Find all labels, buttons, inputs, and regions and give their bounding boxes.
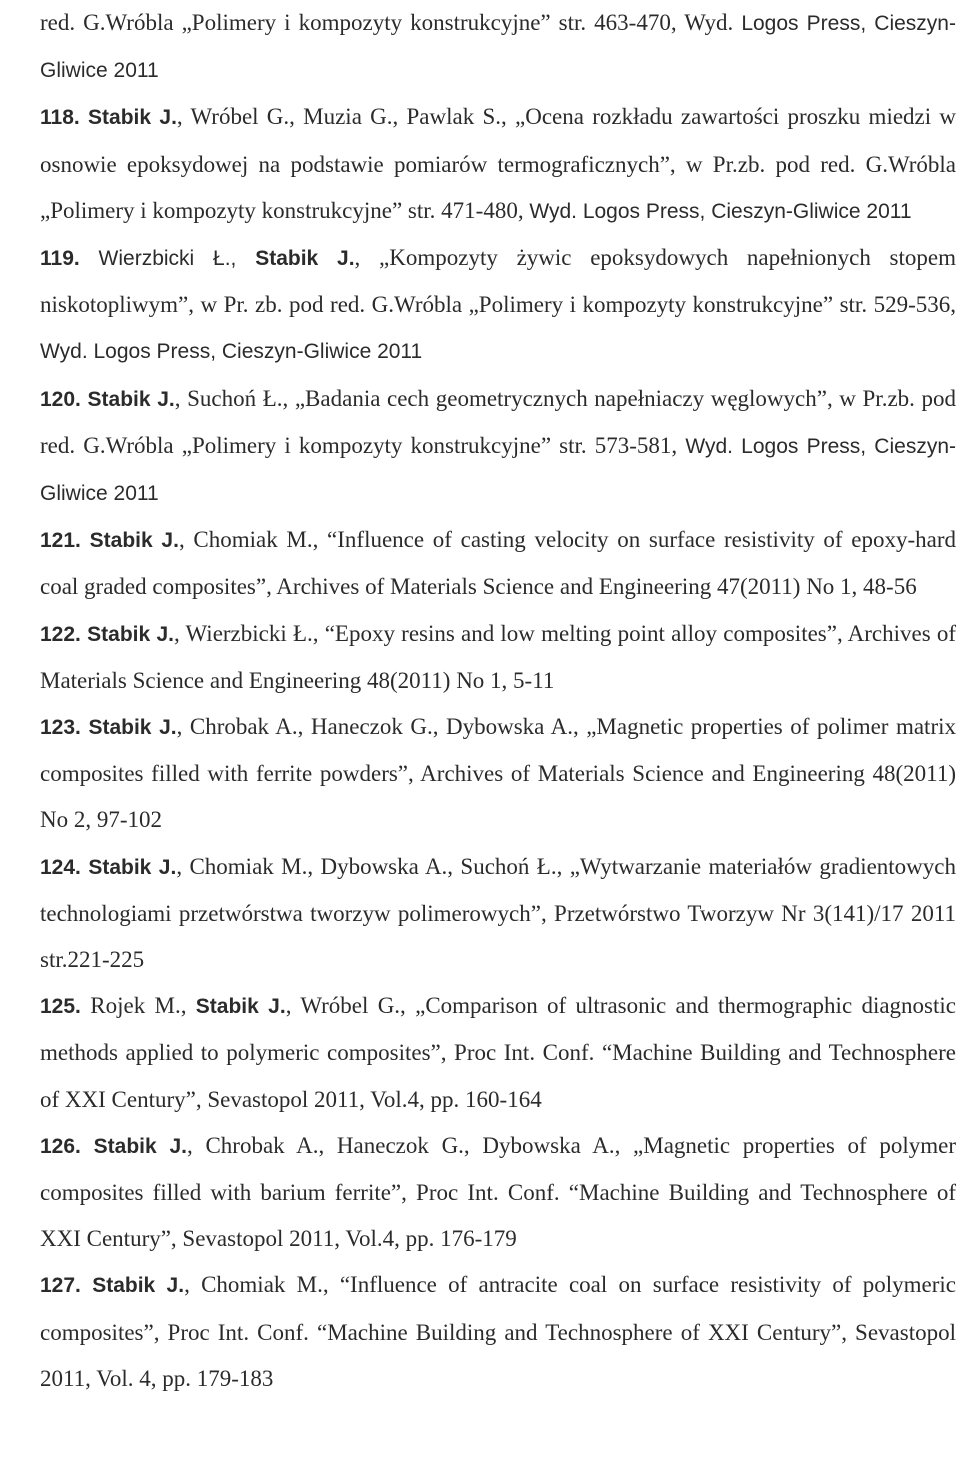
- bibliography-entry-120: [40, 376, 956, 518]
- bibliography-entry-122: [40, 611, 956, 704]
- bibliography-entry-119: [40, 235, 956, 376]
- entry-text: , Wróbel G., Muzia G., Pawlak S., „Ocena rozkładu zawartości proszku miedzi w osnowie epoksydowej na podstawie pomiarów termograficznych”, w Pr.zb. pod red. G.Wróbla „Polimery i kompozyty konstrukcyjne” str. 471-480,: [40, 104, 956, 223]
- entry-publisher: Wyd. Logos Press, Cieszyn-Gliwice 2011: [529, 199, 912, 223]
- entry-text: , Chrobak A., Haneczok G., Dybowska A., „Magnetic properties of polymer composites filled with barium ferrite”, Proc Int. Conf. “Machine Building and Technosphere of XXI Century”, Sevastopol 2011, Vol.4, pp. 176-179: [40, 1132, 956, 1252]
- entry-text: , Suchoń Ł., „Badania cech geometrycznych napełniaczy węglowych”, w Pr.zb. pod red. G.Wróbla „Polimery i kompozyty konstrukcyjne” str. 573-581,: [40, 385, 956, 458]
- entry-author: Stabik J.: [255, 247, 355, 271]
- bibliography-entry-123: [40, 704, 956, 844]
- entry-number-author: 120. Stabik J.: [40, 387, 175, 411]
- bibliography-entry-continued: [40, 0, 956, 94]
- entry-number-author: 127. Stabik J.: [40, 1274, 185, 1298]
- entry-text: , Wróbel G., „Comparison of ultrasonic and thermographic diagnostic methods applied to polymeric composites”, Proc Int. Conf. “Machine Building and Technosphere of XXI Century”, Sevastopol 2011, Vol.4, pp. 160-164: [40, 993, 956, 1112]
- entry-number: 125.: [40, 995, 91, 1019]
- bibliography-entry-124: [40, 844, 956, 984]
- entry-number-author: 122. Stabik J.: [40, 622, 174, 646]
- entry-number-author: 118. Stabik J.: [40, 106, 177, 130]
- entry-text: , Chomiak M., Dybowska A., Suchoń Ł., „Wytwarzanie materiałów gradientowych technologiami przetwórstwa tworzyw polimerowych”, Przetwórstwo Tworzyw Nr 3(141)/17 2011 str.221-225: [40, 853, 957, 973]
- entry-author: Stabik J.: [195, 995, 286, 1019]
- entry-text: , Chrobak A., Haneczok G., Dybowska A., „Magnetic properties of polimer matrix composites filled with ferrite powders”, Archives of Materials Science and Engineering 48(2011) No 2, 97-102: [40, 714, 956, 833]
- entry-number-author: 124. Stabik J.: [40, 855, 177, 879]
- bibliography-entry-126: [40, 1123, 956, 1263]
- entry-coauthor: Rojek M.,: [90, 993, 196, 1019]
- entry-text: red. G.Wróbla „Polimery i kompozyty konstrukcyjne” str. 463-470, Wyd.: [40, 10, 742, 35]
- entry-publisher: Wyd. Logos Press, Cieszyn-Gliwice 2011: [40, 340, 423, 364]
- bibliography-list: [40, 0, 956, 1402]
- entry-number-author: 123. Stabik J.: [40, 716, 177, 740]
- entry-text: , Wierzbicki Ł., “Epoxy resins and low melting point alloy composites”, Archives of Materials Science and Engineering 48(2011) No 1, 5-11: [40, 620, 957, 693]
- bibliography-entry-125: [40, 983, 956, 1123]
- entry-publisher: Logos Press, Cieszyn-Gliwice 2011: [40, 12, 956, 83]
- entry-text: , Chomiak M., “Influence of antracite coal on surface resistivity of polymeric composites”, Proc Int. Conf. “Machine Building and Technosphere of XXI Century”, Sevastopol 2011, Vol. 4, pp. 179-183: [40, 1272, 956, 1391]
- entry-publisher: Wyd. Logos Press, Cieszyn-Gliwice 2011: [40, 434, 956, 506]
- entry-text: , „Kompozyty żywic epoksydowych napełnionych stopem niskotopliwym”, w Pr. zb. pod red. G.Wróbla „Polimery i kompozyty konstrukcyjne” str. 529-536,: [40, 245, 956, 318]
- entry-text: , Chomiak M., “Influence of casting velocity on surface resistivity of epoxy-hard coal graded composites”, Archives of Materials Science and Engineering 47(2011) No 1, 48-56: [40, 527, 956, 600]
- entry-number-author: 126. Stabik J.: [40, 1134, 187, 1158]
- entry-number: 119.: [40, 247, 99, 271]
- entry-number-author: 121. Stabik J.: [40, 529, 179, 553]
- bibliography-entry-121: [40, 517, 956, 610]
- bibliography-entry-118: [40, 94, 956, 235]
- entry-coauthor: Wierzbicki Ł.,: [98, 247, 256, 271]
- bibliography-entry-127: [40, 1262, 956, 1402]
